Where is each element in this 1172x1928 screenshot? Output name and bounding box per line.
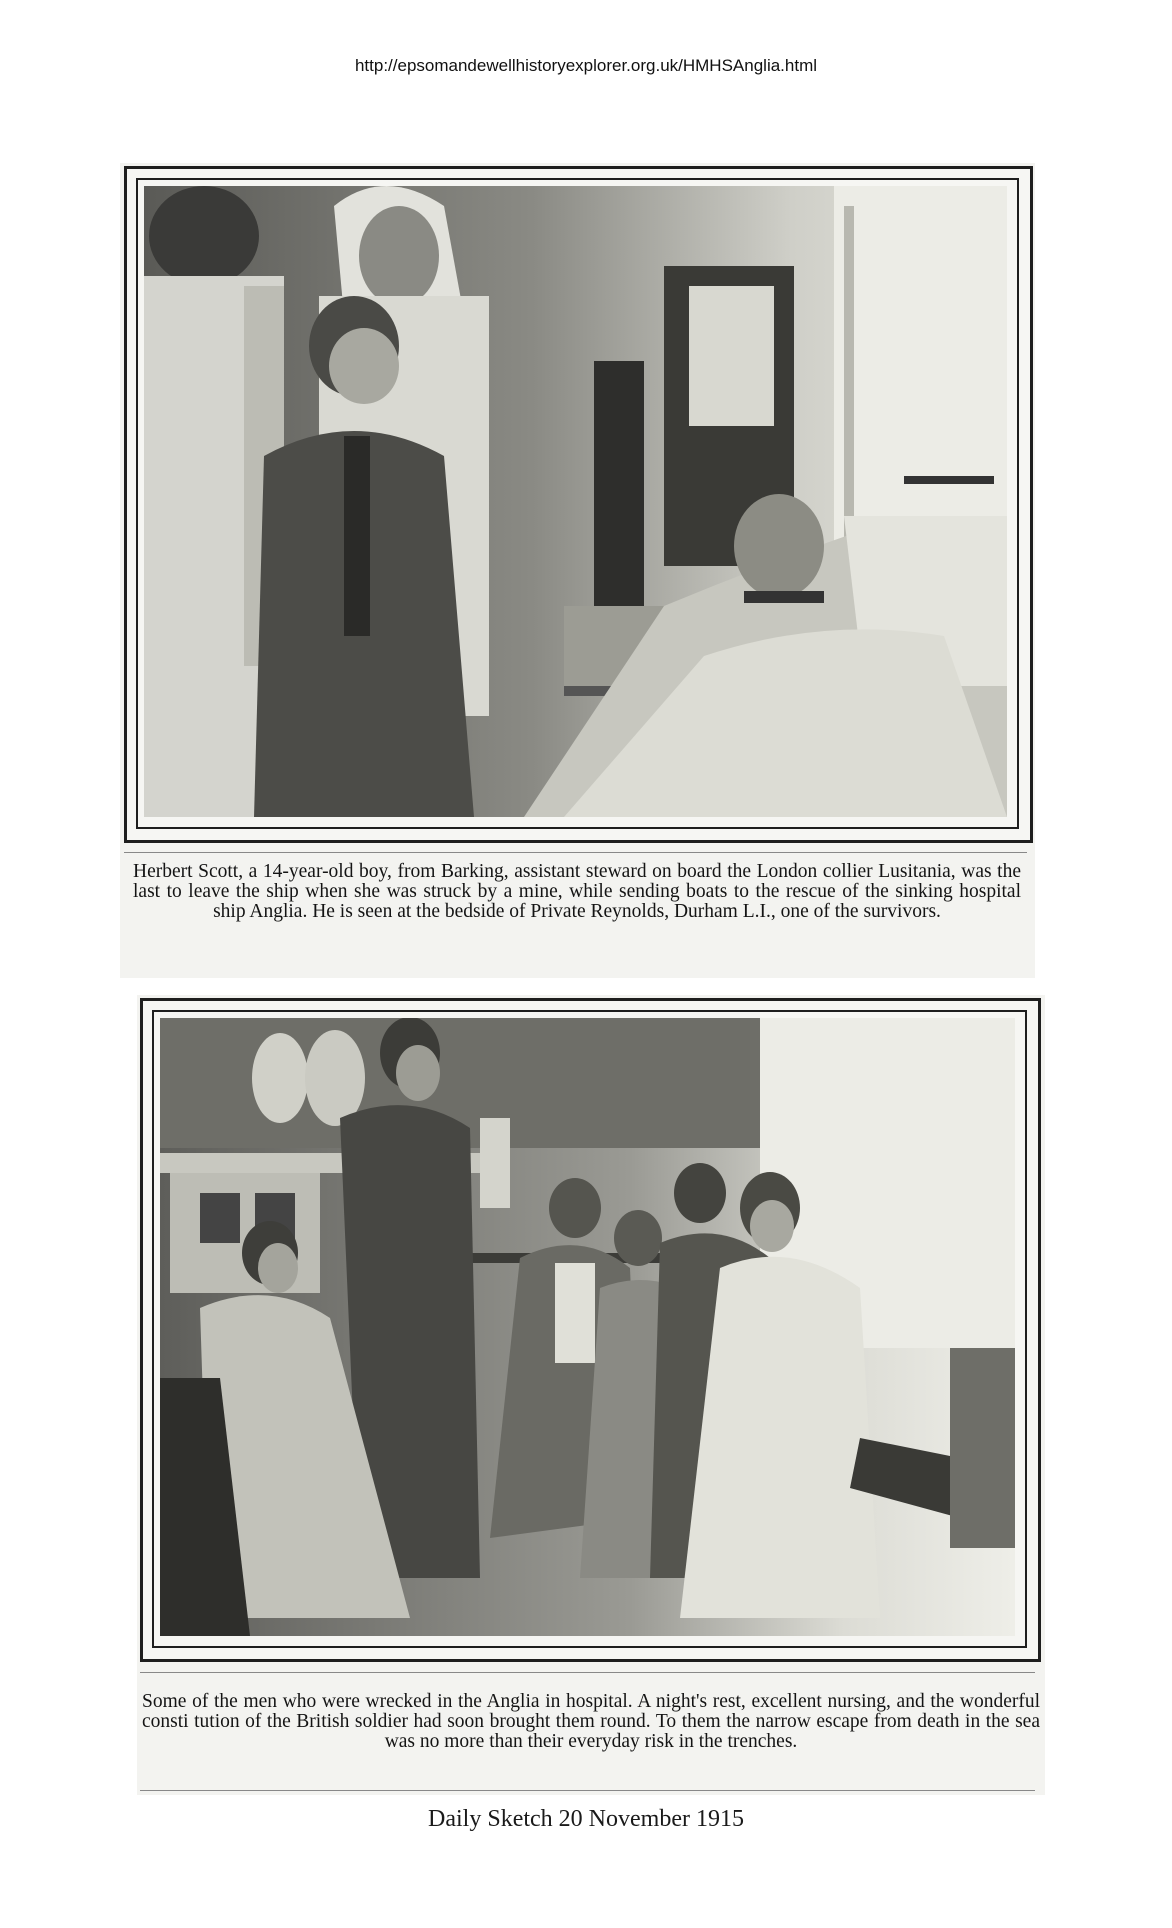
caption-1: Herbert Scott, a 14-year-old boy, from Barking, assistant steward on board the London collier Lusitania, was the last to leave the ship when she was struck by a mine, while sending boats to the rescue of the sinking hospital ship Anglia. He is seen at the bedside of Private Reynolds, Durham L.I., one of the survivors. xyxy=(133,861,1021,922)
photo-herbert-scott-bedside xyxy=(144,186,1007,817)
caption-1-rule xyxy=(124,852,1027,853)
photo-anglia-survivors xyxy=(160,1018,1015,1636)
photo-1-drawing xyxy=(144,186,1007,817)
caption-2: Some of the men who were wrecked in the Anglia in hospital. A night's rest, excellent nursing, and the wonderful consti tution of the British soldier had soon brought them round. To them the narrow escape from death in the sea was no more than their everyday risk in the trenches. xyxy=(142,1691,1040,1752)
source-url[interactable]: http://epsomandewellhistoryexplorer.org.uk/HMHSAnglia.html xyxy=(354,56,818,75)
caption-2-bottom-rule xyxy=(140,1790,1035,1791)
source-citation: Daily Sketch 20 November 1915 xyxy=(428,1806,744,1832)
caption-2-rule xyxy=(140,1672,1035,1673)
photo-2-drawing xyxy=(160,1018,1015,1636)
